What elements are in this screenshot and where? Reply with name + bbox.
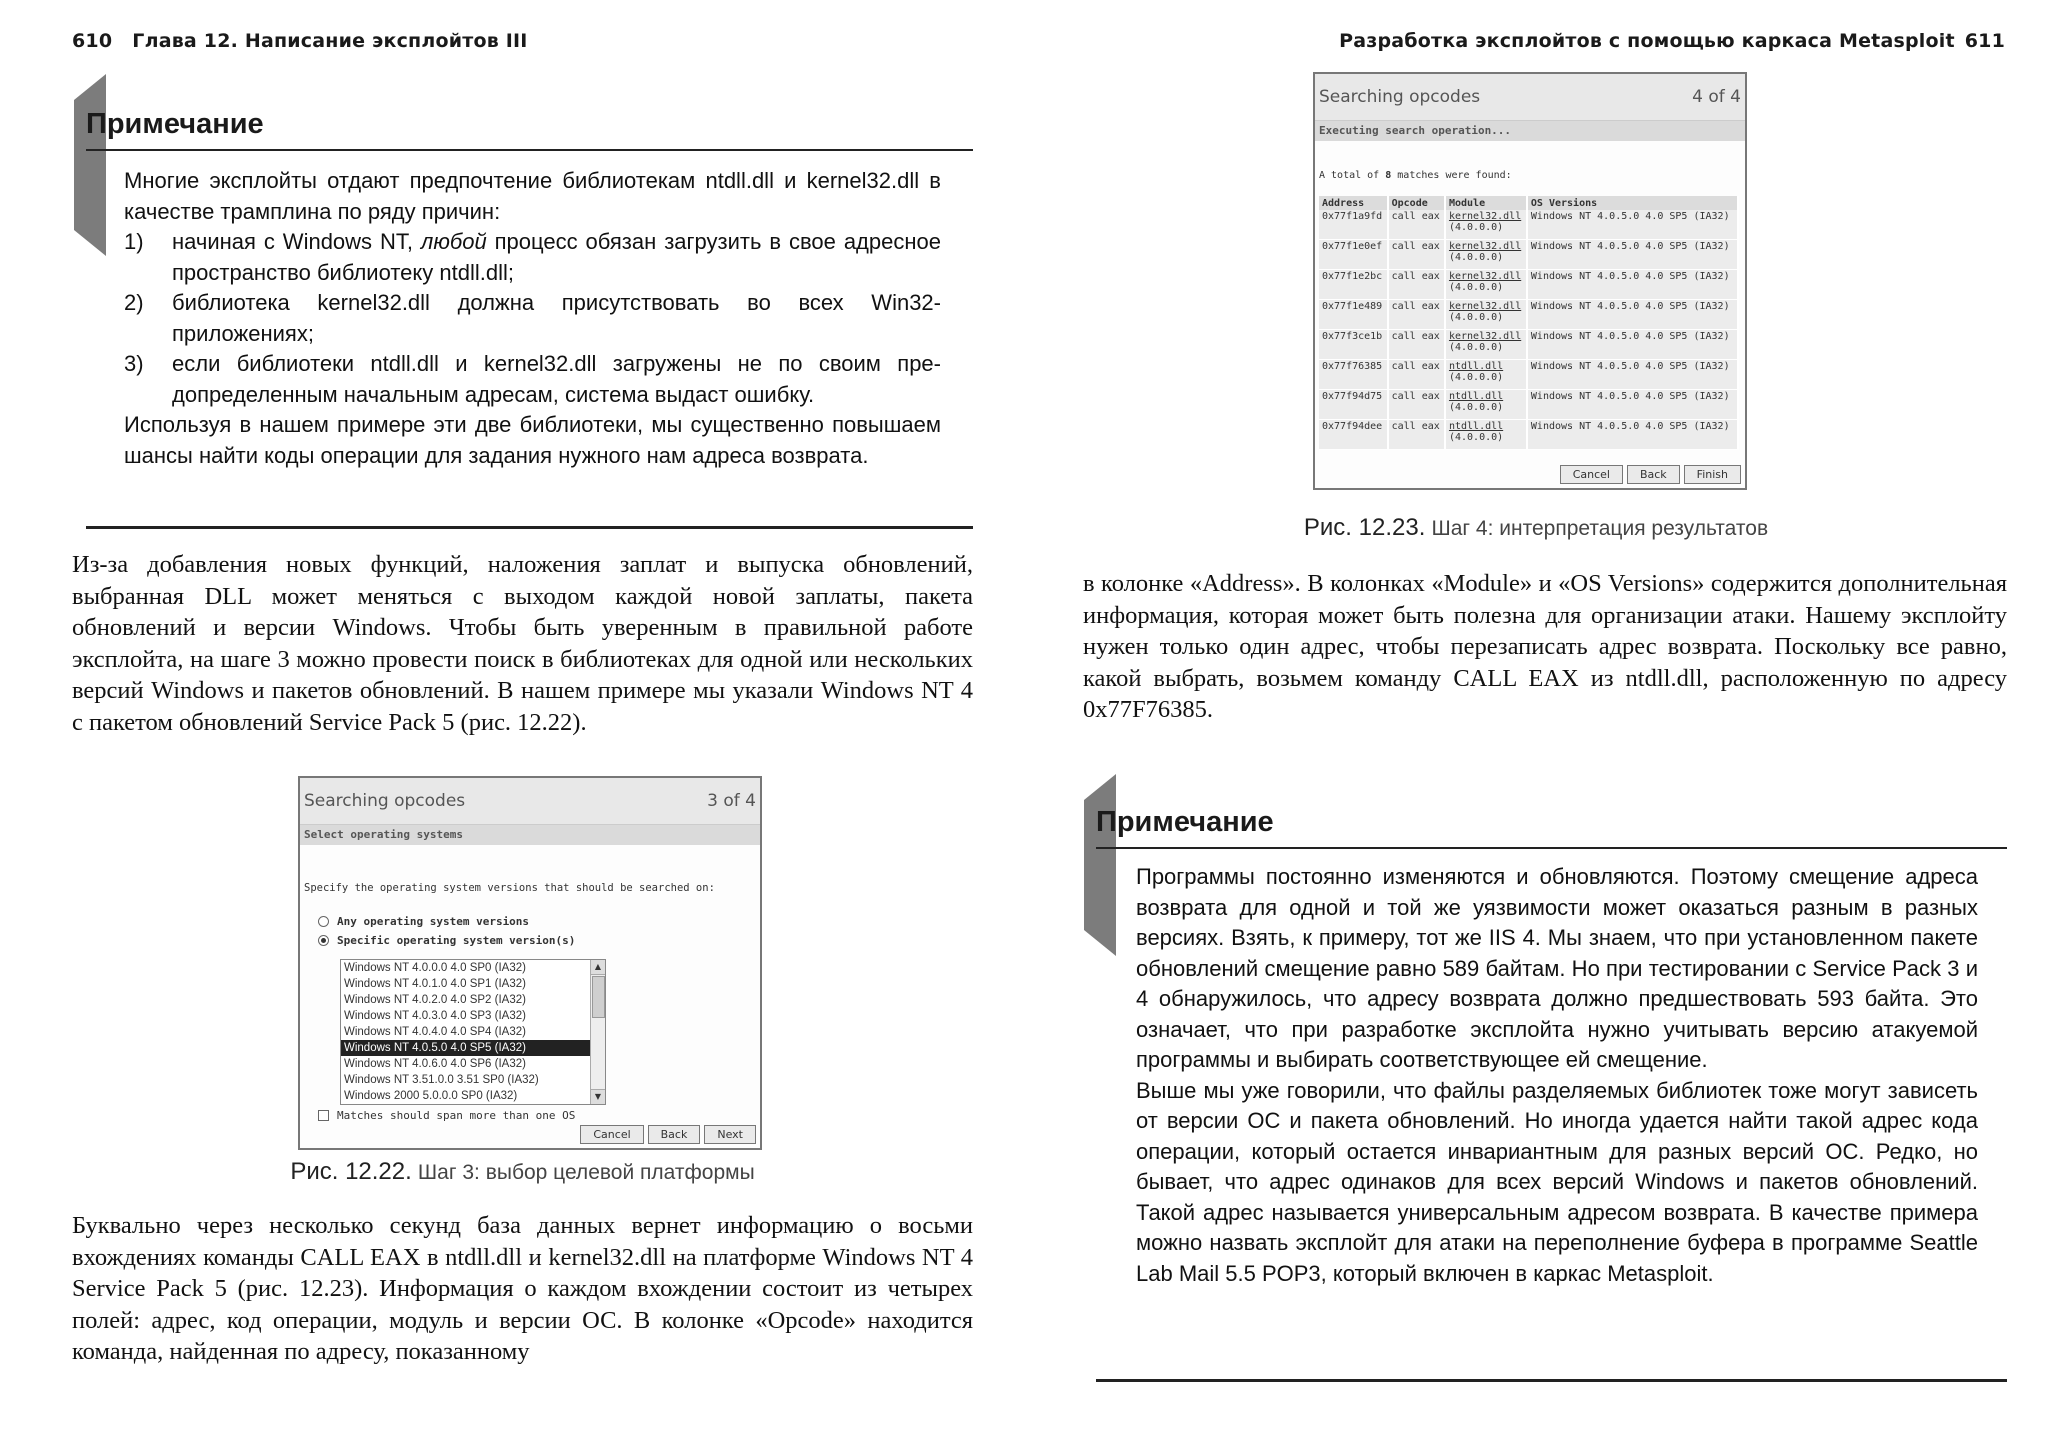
module-version: (4.0.0.0) [1448, 372, 1504, 383]
cell-os-version: Windows NT 4.0.5.0 4.0 SP5 (IA32) [1527, 420, 1738, 450]
note-outro: Используя в нашем примере эти две библиотеки, мы существенно повышаем шансы найти коды операции для задания нужного нам адреса возврата. [124, 412, 941, 468]
match-count: 8 [1385, 170, 1392, 181]
note-paragraph-2: Выше мы уже говорили, что файлы разделяемых библиотек тоже могут зависеть от версии ОС и пакета обновлений. Но иногда удается найти такой адрес кода операции, который остается инвариантным для разных версий ОС. Редко, но бывает, что адрес одинаков для всех версий Windows и пакетов обновлений. Такой адрес называется универсальным адресом возврата. В качестве примера можно назвать эксплойт для атаки на переполнение буфера в программе Seattle Lab Mail 5.5 POP3, который включен в каркас Metasploit. [1136, 1077, 1978, 1286]
checkbox-box[interactable] [318, 1110, 329, 1121]
module-link[interactable]: kernel32.dll [1448, 241, 1522, 252]
caption-text: Шаг 4: интерпретация результатов [1431, 517, 1769, 540]
note-bottom-rule [86, 526, 973, 529]
cell-opcode: call eax [1388, 360, 1445, 390]
window-titlebar [1315, 74, 1745, 121]
note-list-item-1 [124, 227, 941, 288]
module-link[interactable]: kernel32.dll [1448, 301, 1522, 312]
list-item-number: 1) [124, 229, 144, 254]
note-top-rule [86, 149, 973, 151]
list-item-text: начиная с Windows NT, [172, 229, 421, 254]
figure-12-22-window [298, 776, 762, 1150]
cell-address: 0x77f1a9fd [1319, 210, 1388, 240]
left-running-head [72, 30, 528, 52]
os-list [341, 960, 605, 1104]
table-row [1319, 300, 1738, 330]
os-list-item[interactable]: Windows NT 4.0.6.0 4.0 SP6 (IA32) [344, 1058, 526, 1070]
cell-opcode: call eax [1388, 330, 1445, 360]
module-version: (4.0.0.0) [1448, 282, 1504, 293]
note-list-item-3 [124, 349, 941, 410]
body-paragraph-1: Из-за добавления новых функций, наложения заплат и выпуска обновлений, выбранная DLL может меняться с выходом каждой новой заплаты, пакета обновлений и версии Windows. Чтобы быть уверенным в правильной работе эксплойта, на шаге 3 можно провести поиск в библиотеках для одной или нескольких версий Windows и пакетов обновлений. В нашем примере мы указали Windows NT 4 с пакетом обновлений Service Pack 5 (рис. 12.22). [72, 551, 973, 736]
module-version: (4.0.0.0) [1448, 312, 1504, 323]
cell-opcode: call eax [1388, 420, 1445, 450]
cell-module [1445, 360, 1527, 390]
note-top-rule [1096, 847, 2007, 849]
table-row [1319, 420, 1738, 450]
table-header-row [1319, 196, 1738, 210]
right-chapter-title: Разработка эксплойтов с помощью каркаса Metasploit [1339, 30, 1955, 52]
cell-address: 0x77f1e2bc [1319, 270, 1388, 300]
summary-prefix: A total of [1319, 170, 1386, 181]
cancel-button[interactable]: Cancel [580, 1125, 643, 1144]
scroll-down-icon[interactable]: ▼ [591, 1089, 605, 1104]
table-row [1319, 330, 1738, 360]
right-running-head [1339, 30, 2005, 52]
cell-module [1445, 240, 1527, 270]
figure-12-22-caption [72, 1158, 973, 1186]
caption-number: Рис. 12.23. [1303, 514, 1426, 541]
note-body [124, 166, 941, 471]
back-button[interactable]: Back [1627, 465, 1680, 484]
radio-label: Specific operating system version(s) [337, 934, 576, 947]
radio-dot-selected[interactable] [318, 935, 329, 946]
cell-module [1445, 330, 1527, 360]
module-version: (4.0.0.0) [1448, 342, 1504, 353]
cell-address: 0x77f1e489 [1319, 300, 1388, 330]
back-button[interactable]: Back [648, 1125, 701, 1144]
radio-specific-os[interactable] [318, 931, 575, 950]
body-paragraph-1: в колонке «Address». В колонках «Module» и «OS Versions» содержится дополнительная информация, которая может быть полезна для организации атаки. Нашему эксплойту нужен только один адрес, чтобы перезаписать адрес возврата. Поскольку все равно, какой выбрать, возьмем команду CALL EAX из ntdll.dll, расположенную по адресу 0x77F76385. [1083, 570, 2007, 723]
note-title: Примечание [1096, 806, 1274, 838]
figure-12-23-window [1313, 72, 1747, 490]
module-version: (4.0.0.0) [1448, 252, 1504, 263]
module-link[interactable]: ntdll.dll [1448, 421, 1504, 432]
window-title: Searching opcodes [304, 791, 466, 811]
list-item-emphasis: любой [420, 229, 487, 254]
list-item-number: 2) [124, 290, 144, 315]
cell-opcode: call eax [1388, 270, 1445, 300]
subheader: Select operating systems [300, 825, 760, 845]
os-list-item[interactable]: Windows NT 4.0.0.0 4.0 SP0 (IA32) [344, 962, 526, 974]
table-row [1319, 240, 1738, 270]
left-page-number: 610 [72, 30, 113, 52]
cell-module [1445, 300, 1527, 330]
cell-opcode: call eax [1388, 300, 1445, 330]
caption-number: Рис. 12.22. [290, 1158, 412, 1185]
note-body [1136, 862, 1978, 1289]
figure-12-23-caption [1024, 514, 2048, 542]
scroll-thumb[interactable] [592, 976, 605, 1018]
note-title: Примечание [86, 108, 264, 140]
os-list-item[interactable]: Windows NT 4.0.3.0 4.0 SP3 (IA32) [344, 1010, 526, 1022]
os-list-item[interactable]: Windows 2000 5.0.0.0 SP0 (IA32) [344, 1090, 518, 1102]
right-page-number: 611 [1964, 30, 2005, 52]
radio-label: Any operating system versions [337, 915, 530, 928]
table-row [1319, 270, 1738, 300]
cell-module [1445, 270, 1527, 300]
cell-os-version: Windows NT 4.0.5.0 4.0 SP5 (IA32) [1527, 210, 1738, 240]
cell-opcode: call eax [1388, 390, 1445, 420]
window-titlebar [300, 778, 760, 825]
right-page [1024, 0, 2048, 1447]
cell-module [1445, 420, 1527, 450]
os-radio-group [318, 912, 575, 950]
note-intro: Многие эксплойты отдают предпочтение библиотекам ntdll.dll и kernel32.dll в качестве трамплина по ряду причин: [124, 168, 941, 224]
cell-address: 0x77f76385 [1319, 360, 1388, 390]
cell-module [1445, 210, 1527, 240]
finish-button[interactable]: Finish [1684, 465, 1741, 484]
module-link[interactable]: ntdll.dll [1448, 361, 1504, 372]
summary-suffix: matches were found: [1391, 170, 1512, 181]
cell-address: 0x77f94dee [1319, 420, 1388, 450]
module-link[interactable]: kernel32.dll [1448, 271, 1522, 282]
note-paragraph-1: Программы постоянно изменяются и обновляются. Поэтому смещение адреса возврата для одной и той же уязвимости может оказаться разным в разных версиях. Взять, к примеру, тот же IIS 4. Мы знаем, что при установленном пакете обновлений смещение равно 589 байтам. Но при тестировании с Service Pack 3 и 4 обнаружилось, что адресу возврата должно предшествовать 593 байта. Это означает, что при разработке эксплойта нужно учитывать версию атакуемой программы и выбирать соответствующее ей смещение. [1136, 864, 1978, 1072]
os-list-item[interactable]: Windows NT 3.51.0.0 3.51 SP0 (IA32) [344, 1074, 539, 1086]
os-list-item[interactable]: Windows NT 4.0.5.0 4.0 SP5 (IA32) [341, 1040, 605, 1056]
os-listbox[interactable] [340, 959, 606, 1105]
module-version: (4.0.0.0) [1448, 432, 1504, 443]
col-os-versions: OS Versions [1527, 196, 1738, 210]
note-list-item-2 [124, 288, 941, 349]
span-os-checkbox[interactable] [318, 1109, 575, 1122]
list-item-text: процесс обязан загрузить в свое адресное пространство библиотеку ntdll.dll; [172, 229, 941, 285]
list-item-text: если библиотеки ntdll.dll и kernel32.dll загружены не по своим предопределенным начальным адресам, система выдаст ошибку. [172, 351, 941, 407]
cell-os-version: Windows NT 4.0.5.0 4.0 SP5 (IA32) [1527, 330, 1738, 360]
cell-os-version: Windows NT 4.0.5.0 4.0 SP5 (IA32) [1527, 360, 1738, 390]
cell-opcode: call eax [1388, 240, 1445, 270]
os-list-item[interactable]: Windows NT 4.0.1.0 4.0 SP1 (IA32) [344, 978, 526, 990]
instruction-text: Specify the operating system versions that should be searched on: [304, 882, 715, 894]
col-address: Address [1319, 196, 1388, 210]
step-indicator: 3 of 4 [707, 791, 756, 811]
cell-module [1445, 390, 1527, 420]
radio-any-os[interactable] [318, 912, 575, 931]
results-summary [1319, 170, 1512, 181]
results-table [1319, 196, 1739, 450]
checkbox-label: Matches should span more than one OS [337, 1109, 576, 1122]
caption-text: Шаг 3: выбор целевой платформы [417, 1161, 755, 1184]
window-title: Searching opcodes [1319, 87, 1481, 107]
cell-os-version: Windows NT 4.0.5.0 4.0 SP5 (IA32) [1527, 390, 1738, 420]
scroll-up-icon[interactable]: ▲ [591, 960, 605, 975]
table-row [1319, 360, 1738, 390]
button-row [576, 1123, 756, 1144]
cell-os-version: Windows NT 4.0.5.0 4.0 SP5 (IA32) [1527, 240, 1738, 270]
next-button[interactable]: Next [704, 1125, 756, 1144]
module-link[interactable]: kernel32.dll [1448, 211, 1522, 222]
button-row [1556, 463, 1741, 484]
table-row [1319, 390, 1738, 420]
step-indicator: 4 of 4 [1692, 87, 1741, 107]
cell-address: 0x77f94d75 [1319, 390, 1388, 420]
results-body [1319, 210, 1738, 450]
radio-dot[interactable] [318, 916, 329, 927]
note-bottom-rule [1096, 1379, 2007, 1382]
cell-address: 0x77f3ce1b [1319, 330, 1388, 360]
left-chapter-title: Глава 12. Написание эксплойтов III [132, 30, 528, 52]
module-link[interactable]: ntdll.dll [1448, 391, 1504, 402]
cell-os-version: Windows NT 4.0.5.0 4.0 SP5 (IA32) [1527, 270, 1738, 300]
os-list-item[interactable]: Windows NT 4.0.2.0 4.0 SP2 (IA32) [344, 994, 526, 1006]
list-item-number: 3) [124, 351, 144, 376]
module-version: (4.0.0.0) [1448, 402, 1504, 413]
list-item-text: библиотека kernel32.dll должна присутствовать во всех Win32-приложениях; [172, 290, 941, 346]
cell-address: 0x77f1e0ef [1319, 240, 1388, 270]
listbox-scrollbar[interactable] [590, 960, 605, 1104]
subheader: Executing search operation... [1315, 121, 1745, 141]
cell-opcode: call eax [1388, 210, 1445, 240]
os-list-item[interactable]: Windows NT 4.0.4.0 4.0 SP4 (IA32) [344, 1026, 526, 1038]
module-link[interactable]: kernel32.dll [1448, 331, 1522, 342]
col-module: Module [1445, 196, 1527, 210]
body-paragraph-2: Буквально через несколько секунд база данных вернет информацию о восьми вхождениях команды CALL EAX в ntdll.dll и kernel32.dll на платформе Windows NT 4 Service Pack 5 (рис. 12.23). Информация о каждом вхождении состоит из четырех полей: адрес, код операции, модуль и версии ОС. В колонке «Opcode» находится команда, найденная по адресу, показанному [72, 1212, 973, 1365]
cell-os-version: Windows NT 4.0.5.0 4.0 SP5 (IA32) [1527, 300, 1738, 330]
col-opcode: Opcode [1388, 196, 1445, 210]
module-version: (4.0.0.0) [1448, 222, 1504, 233]
table-row [1319, 210, 1738, 240]
cancel-button[interactable]: Cancel [1560, 465, 1623, 484]
